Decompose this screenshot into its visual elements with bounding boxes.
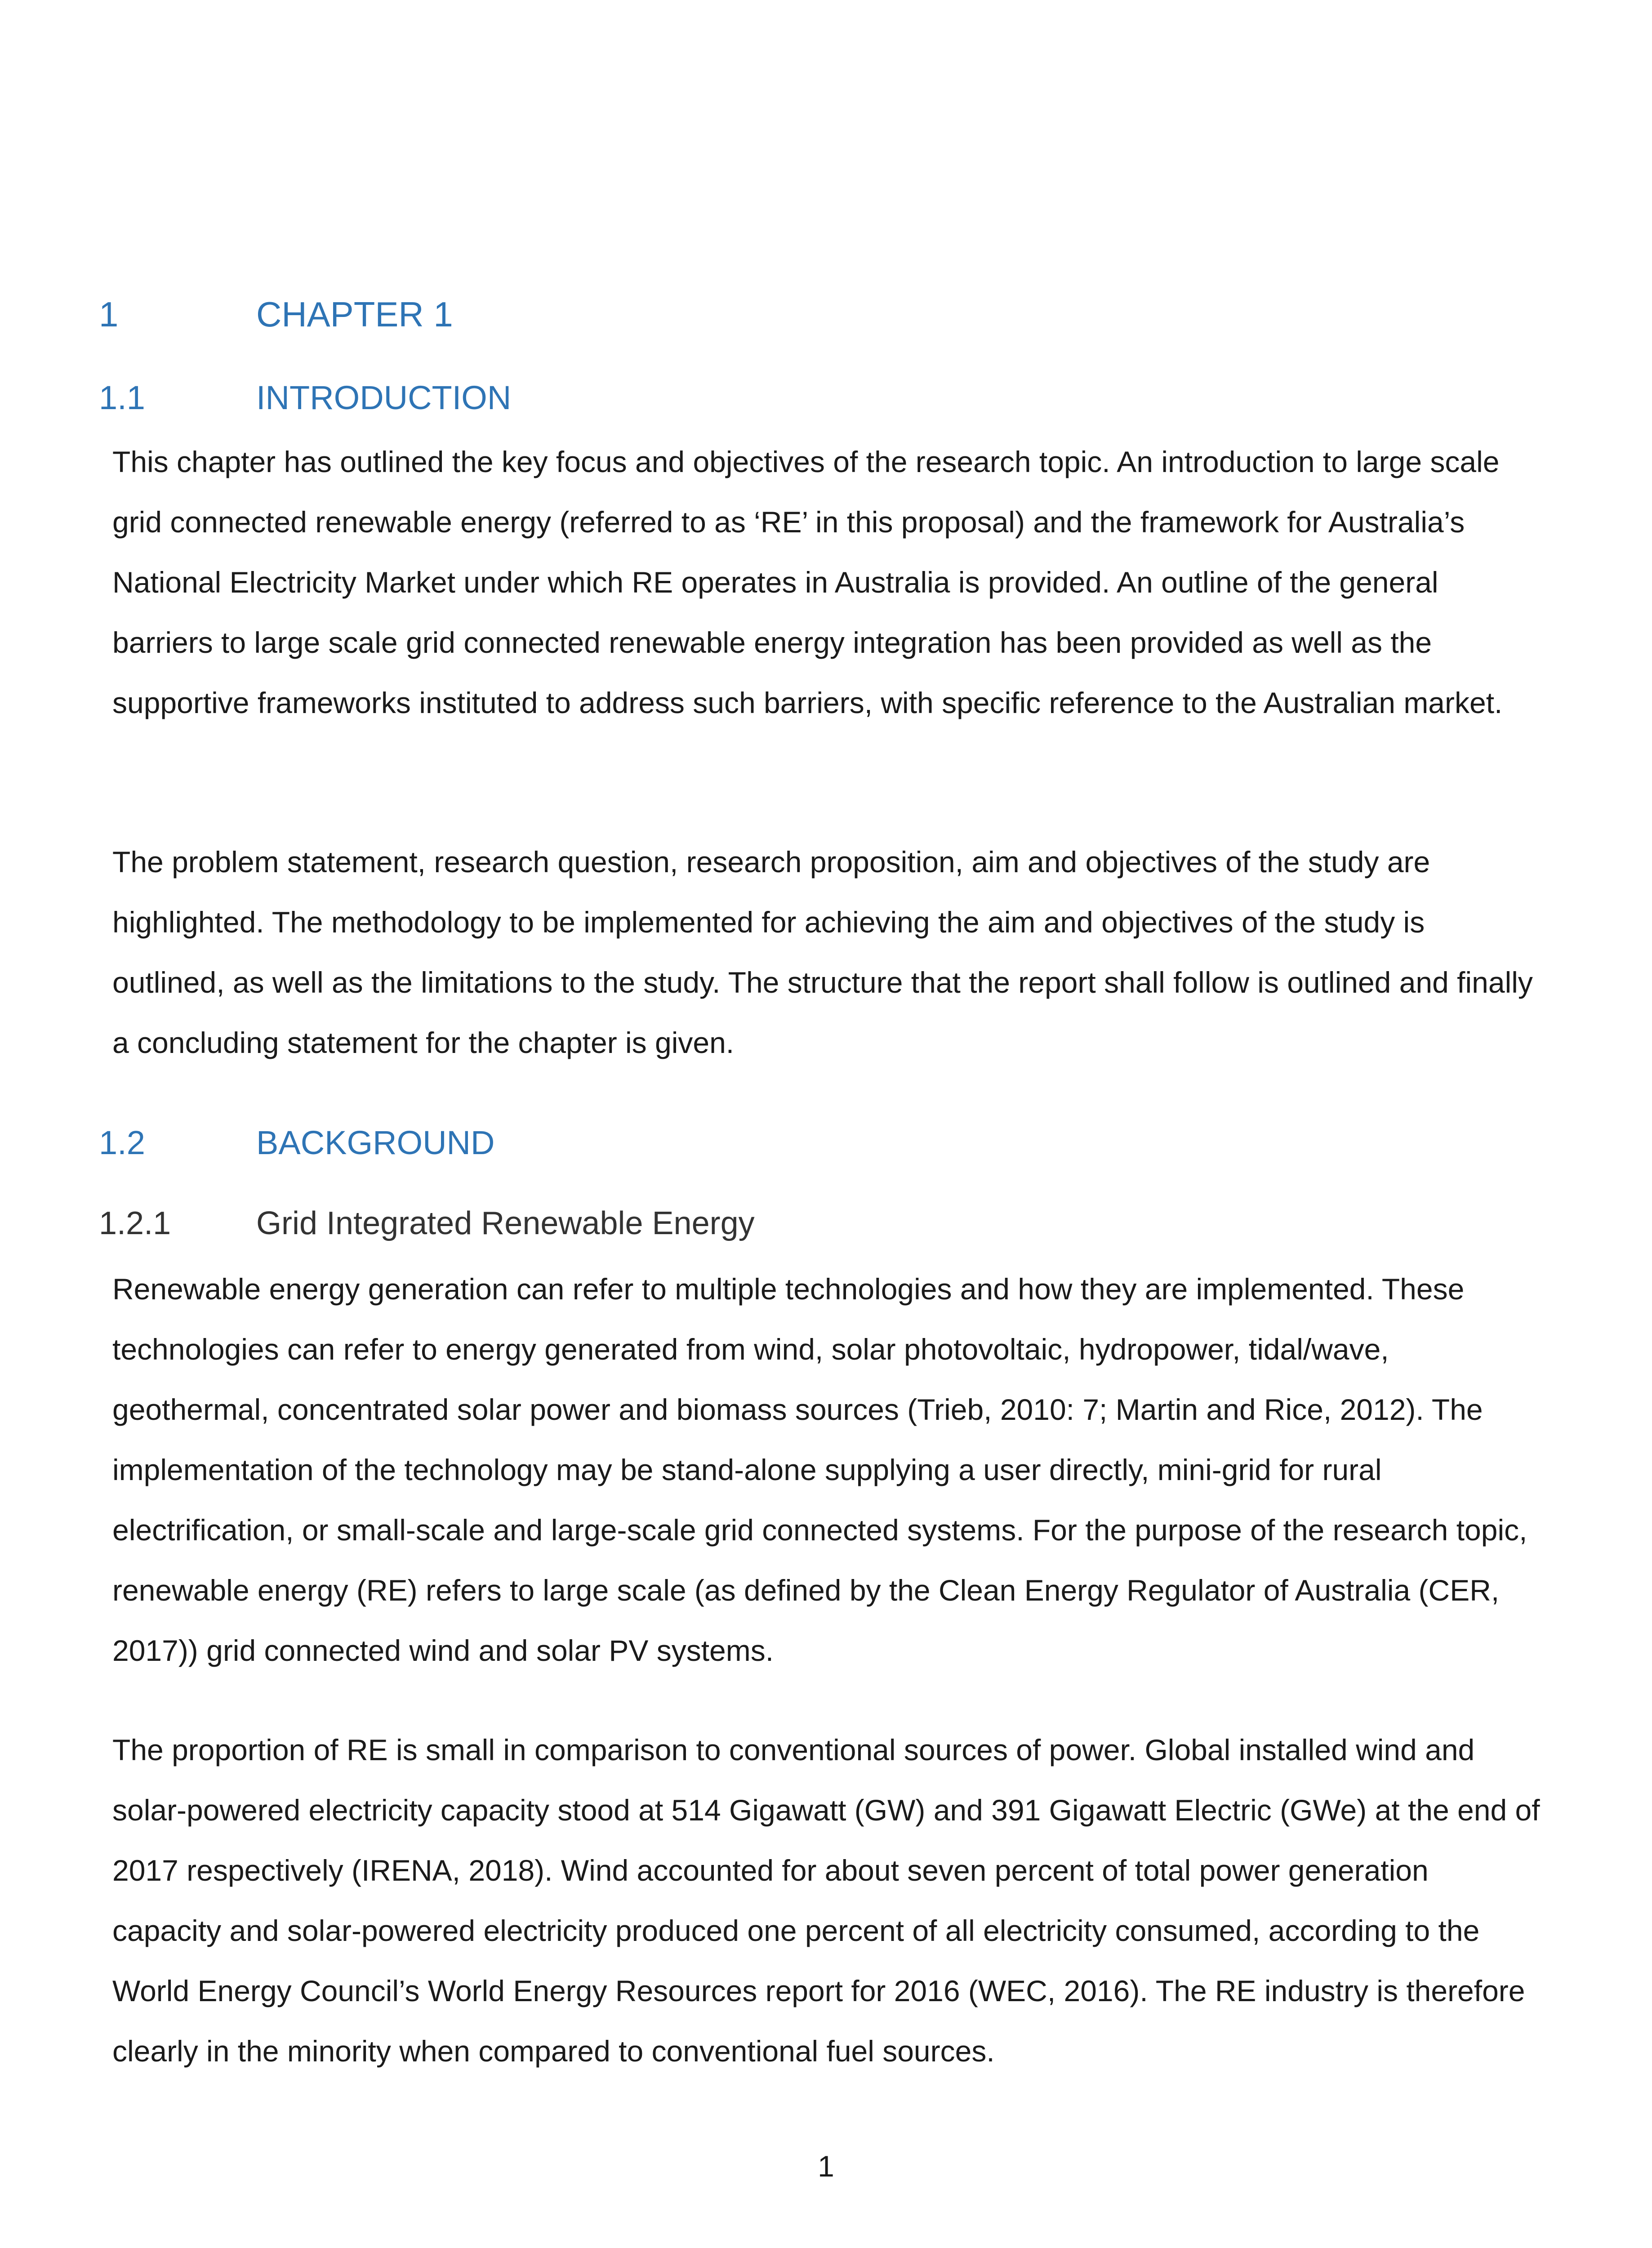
- introduction-paragraph-1: This chapter has outlined the key focus and objectives of the research topic. An introduction to large scale grid connected renewable energy (referred to as ‘RE’ in this proposal) and the framework for Australia’s National Electricity Market under which RE operates in Australia is provided. An outline of the general barriers to large scale grid connected renewable energy integration has been provided as well as the supportive frameworks instituted to address such barriers, with specific reference to the Australian market.: [112, 445, 1503, 719]
- page-number: 1: [818, 2150, 834, 2183]
- subsection-number: 1.2.1: [99, 1205, 171, 1241]
- subsection-title: Grid Integrated Renewable Energy: [256, 1205, 755, 1241]
- background-paragraph-1: Renewable energy generation can refer to multiple technologies and how they are implemented. These technologies can refer to energy generated from wind, solar photovoltaic, hydropower, tidal/wave, geothermal, concentrated solar power and biomass sources (Trieb, 2010: 7; Martin and Rice, 2012). The implementation of the technology may be stand-alone supplying a user directly, mini-grid for rural electrification, or small-scale and large-scale grid connected systems. For the purpose of the research topic, renewable energy (RE) refers to large scale (as defined by the Clean Energy Regulator of Australia (CER, 2017)) grid connected wind and solar PV systems.: [112, 1272, 1527, 1667]
- introduction-paragraph-2: The problem statement, research question, research proposition, aim and objectives of the study are highlighted. The methodology to be implemented for achieving the aim and objectives of the study is outlined, as well as the limitations to the study. The structure that the report shall follow is outlined and finally a concluding statement for the chapter is given.: [112, 845, 1533, 1059]
- chapter-title: CHAPTER 1: [256, 294, 453, 334]
- section-title: BACKGROUND: [256, 1124, 495, 1161]
- section-number: 1.2: [99, 1124, 145, 1161]
- section-title: INTRODUCTION: [256, 379, 512, 416]
- chapter-number: 1: [99, 294, 119, 334]
- background-paragraph-2: The proportion of RE is small in comparison to conventional sources of power. Global installed wind and solar-powered electricity capacity stood at 514 Gigawatt (GW) and 391 Gigawatt Electric (GWe) at the end of 2017 respectively (IRENA, 2018). Wind accounted for about seven percent of total power generation capacity and solar-powered electricity produced one percent of all electricity consumed, according to the World Energy Council’s World Energy Resources report for 2016 (WEC, 2016). The RE industry is therefore clearly in the minority when compared to conventional fuel sources.: [112, 1733, 1540, 2068]
- section-number: 1.1: [99, 379, 145, 416]
